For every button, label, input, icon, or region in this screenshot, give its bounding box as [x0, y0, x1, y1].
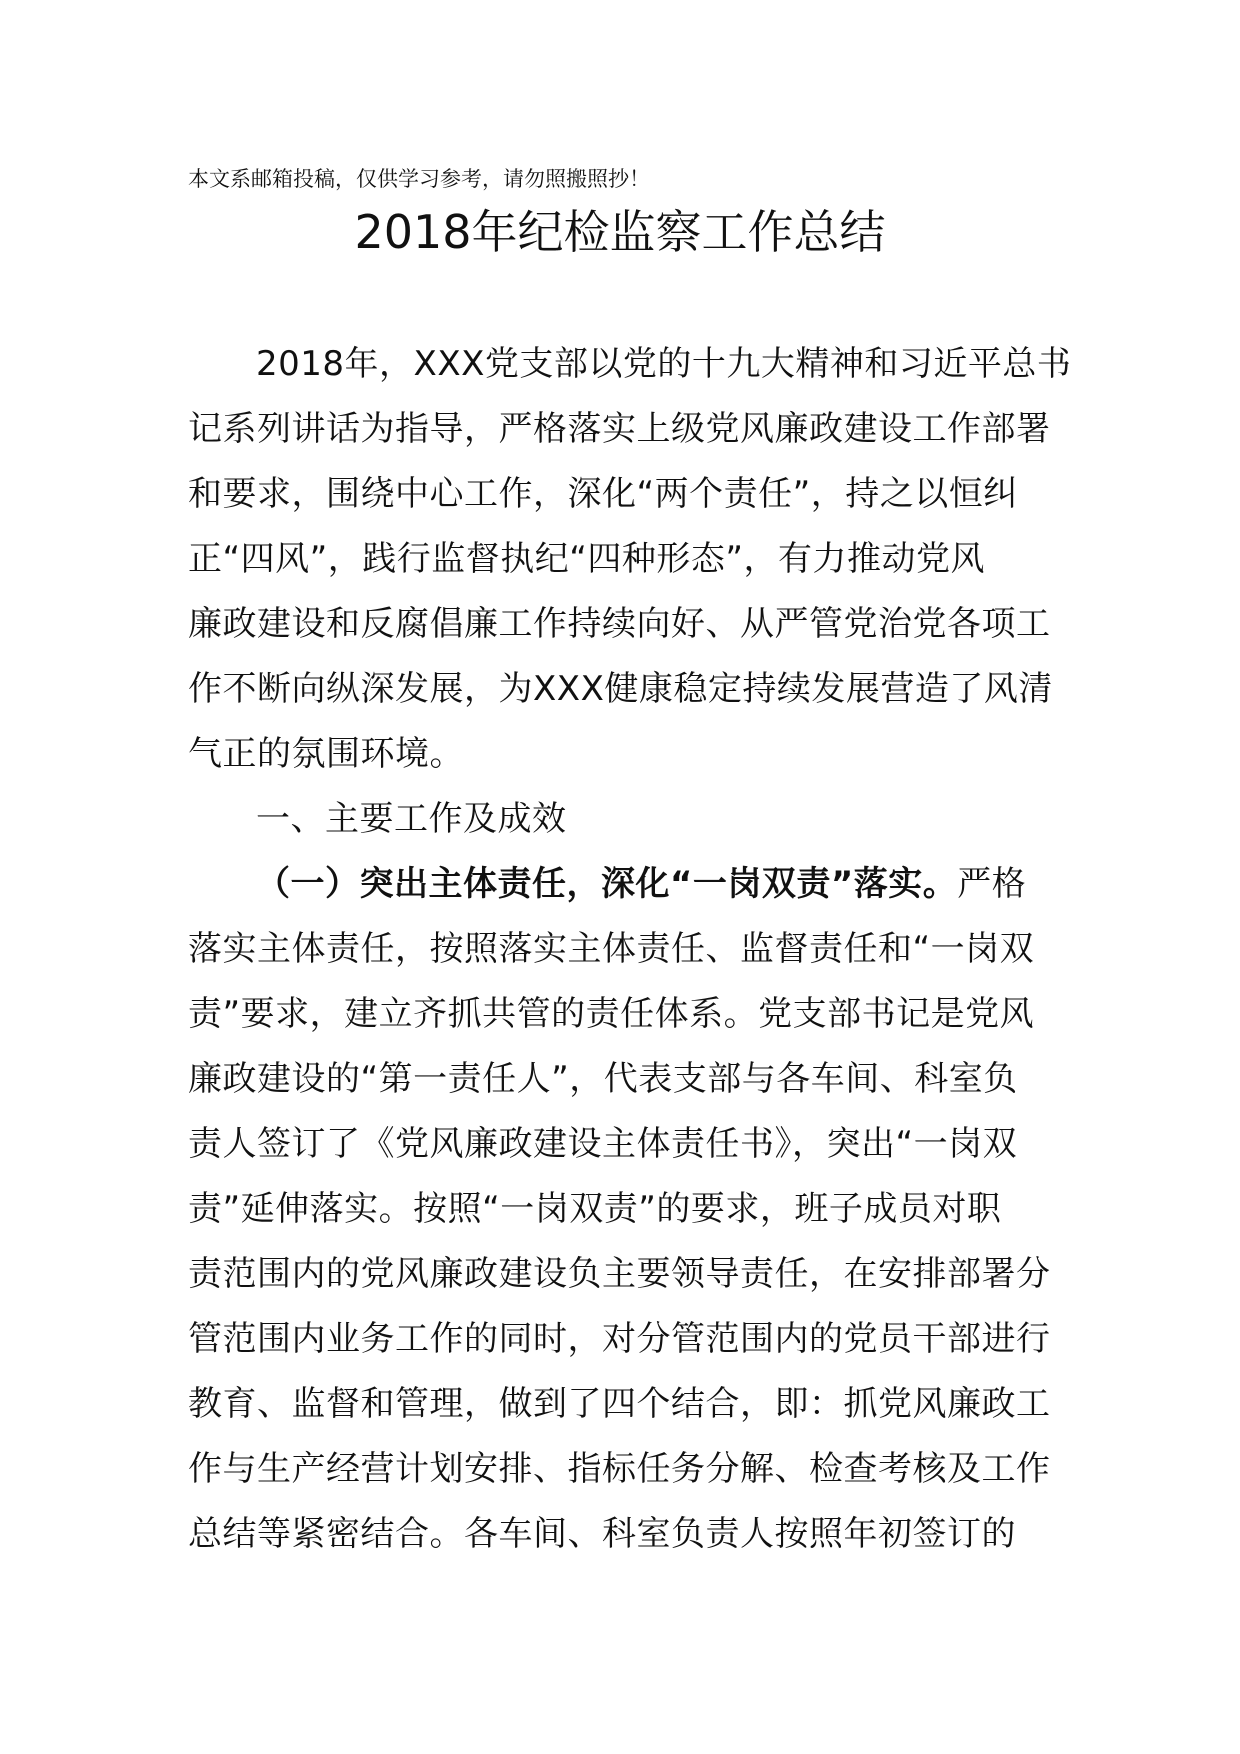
submission-notice: 本文系邮箱投稿，仅供学习参考，请勿照搬照抄！ — [188, 167, 650, 191]
document-title: 2018年纪检监察工作总结 — [354, 205, 886, 259]
paragraph-line: 廉政建设的“第一责任人”，代表支部与各车间、科室负 — [188, 1059, 1018, 1099]
paragraph-line: 气正的氛围环境。 — [188, 734, 464, 774]
paragraph-line: 廉政建设和反腐倡廉工作持续向好、从严管党治党各项工 — [188, 604, 1051, 644]
paragraph-line: 正“四风”，践行监督执纪“四种形态”，有力推动党风 — [188, 539, 985, 579]
paragraph-line: 作与生产经营计划安排、指标任务分解、检查考核及工作 — [188, 1449, 1051, 1489]
paragraph-line: 记系列讲话为指导，严格落实上级党风廉政建设工作部署 — [188, 409, 1051, 449]
paragraph-line: 作不断向纵深发展，为XXX健康稳定持续发展营造了风清 — [188, 669, 1053, 709]
document-body — [188, 332, 1072, 1567]
section-heading: 一、主要工作及成效 — [256, 799, 567, 839]
paragraph-line: 责”延伸落实。按照“一岗双责”的要求，班子成员对职 — [188, 1189, 1002, 1229]
subsection-lead-line — [188, 852, 1058, 917]
paragraph-line: 2018年，XXX党支部以党的十九大精神和习近平总书 — [256, 344, 1072, 384]
paragraph-line: 总结等紧密结合。各车间、科室负责人按照年初签订的 — [188, 1514, 1016, 1554]
subsection-lead-text: 严格 — [957, 864, 1027, 904]
subsection-heading: （一）突出主体责任，深化“一岗双责”落实。 — [256, 864, 958, 904]
paragraph-line: 教育、监督和管理，做到了四个结合，即：抓党风廉政工 — [188, 1384, 1051, 1424]
paragraph-line: 责”要求，建立齐抓共管的责任体系。党支部书记是党风 — [188, 994, 1035, 1034]
paragraph-line: 责范围内的党风廉政建设负主要领导责任，在安排部署分 — [188, 1254, 1051, 1294]
paragraph-line: 责人签订了《党风廉政建设主体责任书》，突出“一岗双 — [188, 1124, 1018, 1164]
paragraph-line: 落实主体责任，按照落实主体责任、监督责任和“一岗双 — [188, 929, 1035, 969]
paragraph-line: 管范围内业务工作的同时，对分管范围内的党员干部进行 — [188, 1319, 1051, 1359]
paragraph-line: 和要求，围绕中心工作，深化“两个责任”，持之以恒纠 — [188, 474, 1018, 514]
